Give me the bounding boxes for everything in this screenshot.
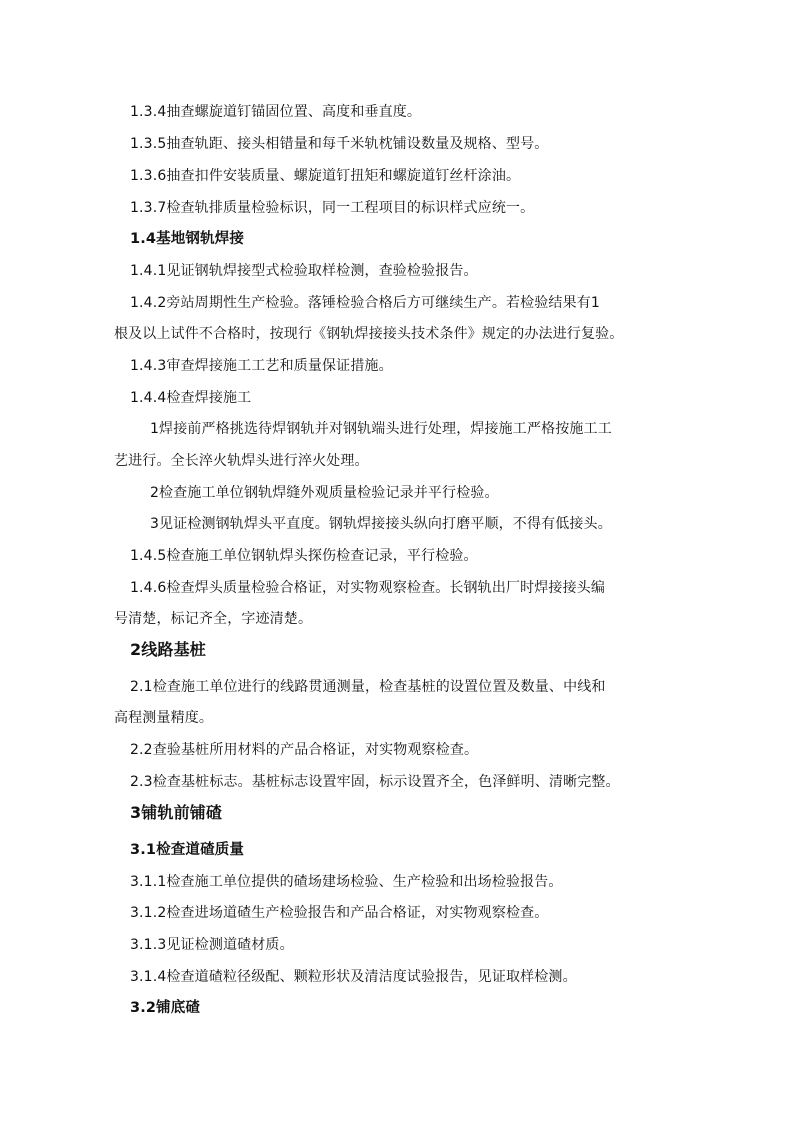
text-line-2-1: 2.1检查施工单位进行的线路贯通测量，检查基桩的设置位置及数量、中线和 — [130, 679, 606, 695]
text-line-1-4-6: 1.4.6检查焊头质量检验合格证，对实物观察检查。长钢轨出厂时焊接接头编 — [130, 580, 606, 596]
section-heading-3-2: 3.2铺底碴 — [130, 1000, 201, 1016]
text-line-1-4-2-cont: 根及以上试件不合格时，按现行《钢轨焊接接头技术条件》规定的办法进行复验。 — [114, 326, 624, 342]
text-line-2-1-cont: 高程测量精度。 — [114, 710, 214, 726]
text-line-1-3-5: 1.3.5抽查轨距、接头相错量和每千米轨枕铺设数量及规格、型号。 — [130, 136, 549, 152]
text-line-3-1-2: 3.1.2检查进场道碴生产检验报告和产品合格证，对实物观察检查。 — [130, 905, 549, 921]
text-line-1-3-6: 1.3.6抽查扣件安装质量、螺旋道钉扭矩和螺旋道钉丝杆涂油。 — [130, 168, 521, 184]
text-line-1-4-3: 1.4.3审查焊接施工工艺和质量保证措施。 — [130, 358, 393, 374]
text-line-1-3-7: 1.3.7检查轨排质量检验标识，同一工程项目的标识样式应统一。 — [130, 200, 535, 216]
text-line-item-1: 1焊接前严格挑选待焊钢轨并对钢轨端头进行处理，焊接施工严格按施工工 — [150, 421, 612, 437]
text-line-1-4-2: 1.4.2旁站周期性生产检验。落锤检验合格后方可继续生产。若检验结果有1 — [130, 295, 600, 311]
section-heading-1-4: 1.4基地钢轨焊接 — [130, 231, 245, 247]
text-line-1-4-6-cont: 号清楚，标记齐全，字迹清楚。 — [114, 611, 313, 627]
text-line-item-2: 2检查施工单位钢轨焊缝外观质量检验记录并平行检验。 — [150, 485, 499, 501]
text-line-3-1-1: 3.1.1检查施工单位提供的碴场建场检验、生产检验和出场检验报告。 — [130, 874, 563, 890]
text-line-1-4-1: 1.4.1见证钢轨焊接型式检验取样检测，查验检验报告。 — [130, 263, 478, 279]
text-line-1-4-5: 1.4.5检查施工单位钢轨焊头探伤检查记录，平行检验。 — [130, 548, 478, 564]
text-line-1-3-4: 1.3.4抽查螺旋道钉锚固位置、高度和垂直度。 — [130, 104, 422, 120]
chapter-heading-3: 3铺轨前铺碴 — [130, 803, 223, 822]
text-line-2-2: 2.2查验基桩所用材料的产品合格证，对实物观察检查。 — [130, 742, 479, 758]
text-line-2-3: 2.3检查基桩标志。基桩标志设置牢固，标示设置齐全，色泽鲜明、清晰完整。 — [130, 774, 620, 790]
section-heading-3-1: 3.1检查道碴质量 — [130, 842, 245, 858]
text-line-item-1-cont: 艺进行。全长淬火轨焊头进行淬火处理。 — [114, 453, 369, 469]
text-line-item-3: 3见证检测钢轨焊头平直度。钢轨焊接接头纵向打磨平顺，不得有低接头。 — [150, 516, 612, 532]
text-line-3-1-4: 3.1.4检查道碴粒径级配、颗粒形状及清洁度试验报告，见证取样检测。 — [130, 969, 577, 985]
text-line-3-1-3: 3.1.3见证检测道碴材质。 — [130, 937, 294, 953]
text-line-1-4-4: 1.4.4检查焊接施工 — [130, 390, 252, 406]
chapter-heading-2: 2线路基桩 — [130, 640, 206, 659]
